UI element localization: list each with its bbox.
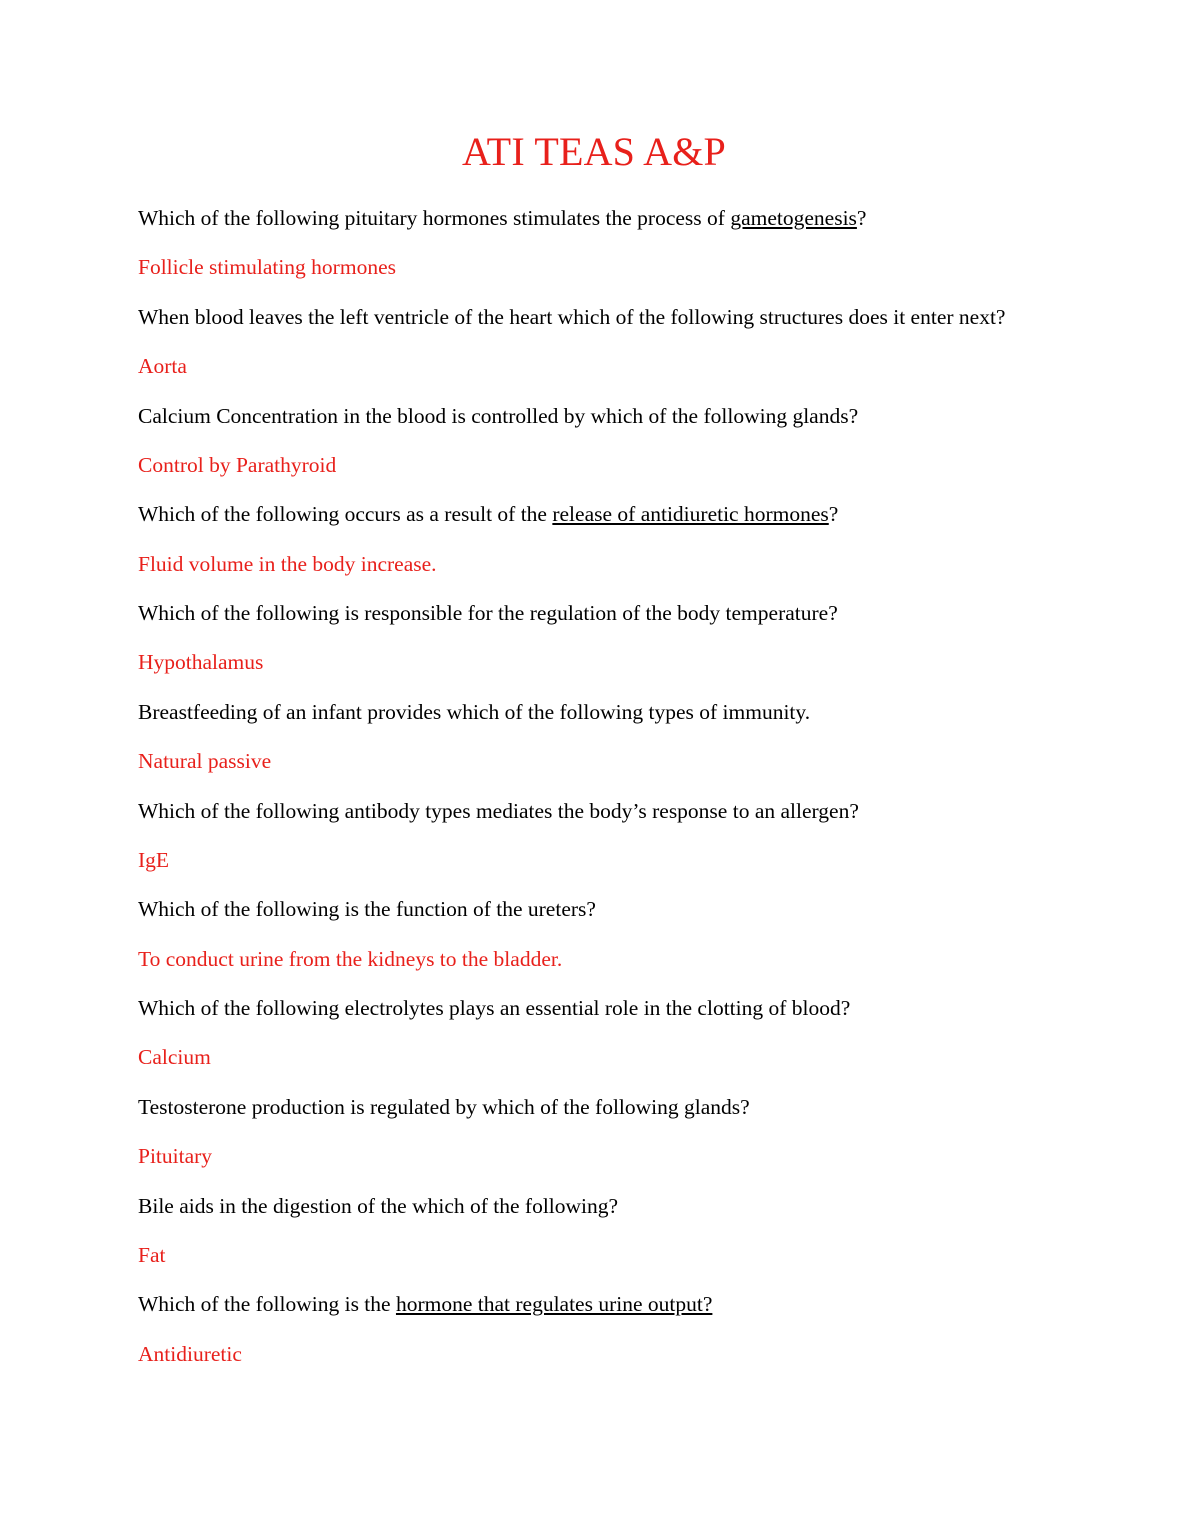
question-text (138, 1290, 1050, 1318)
question-lead: Which of the following is responsible for the regulation of the body temperature? (138, 601, 838, 625)
answer-text: Fluid volume in the body increase. (138, 551, 437, 576)
question-lead: Breastfeeding of an infant provides which of the following types of immunity. (138, 699, 811, 724)
answer-text: Control by Parathyroid (138, 452, 337, 477)
question-text (138, 1192, 1050, 1220)
question-text (138, 994, 1050, 1022)
answer-text: Fat (138, 1242, 166, 1267)
answer-text: Follicle stimulating hormones (138, 255, 396, 280)
question-underlined-term: hormone that regulates urine output? (395, 1292, 713, 1317)
question-text (138, 204, 1050, 232)
question-tail: ? (828, 502, 839, 527)
answer-text: Calcium (138, 1045, 211, 1070)
question-text (138, 402, 1050, 430)
question-lead: When blood leaves the left ventricle of the heart which of the following structures does it enter next? (138, 304, 1006, 329)
answer-text: Natural passive (138, 749, 272, 774)
question-lead: Calcium Concentration in the blood is controlled by which of the following glands? (138, 403, 859, 428)
question-underlined-term: release of antidiuretic hormones (552, 502, 829, 527)
question-text (138, 797, 1050, 825)
question-text (138, 698, 1050, 726)
question-text (138, 895, 1050, 923)
answer-text: Pituitary (138, 1144, 213, 1169)
question-lead: Which of the following is the (138, 1292, 396, 1317)
answer-text: IgE (138, 847, 170, 872)
question-tail: ? (856, 206, 867, 230)
question-text (138, 303, 1050, 331)
question-text (138, 500, 1050, 528)
question-lead: Which of the following antibody types mediates the body’s response to an allergen? (138, 798, 859, 823)
question-text (138, 1093, 1050, 1121)
question-answer-list (138, 204, 1050, 1368)
question-lead: Which of the following occurs as a result of the (138, 502, 553, 527)
question-lead: Which of the following is the function of the ureters? (138, 897, 596, 922)
answer-text: To conduct urine from the kidneys to the bladder. (138, 946, 563, 971)
question-lead: Testosterone production is regulated by which of the following glands? (138, 1094, 750, 1119)
question-underlined-term: gametogenesis (730, 206, 857, 230)
answer-text: Aorta (138, 354, 187, 379)
answer-text: Hypothalamus (138, 650, 264, 675)
question-lead: Bile aids in the digestion of the which of the following? (138, 1193, 619, 1218)
question-lead: Which of the following pituitary hormones stimulates the process of (138, 206, 731, 230)
page-title: ATI TEAS A&P (462, 129, 726, 174)
answer-text: Antidiuretic (138, 1341, 242, 1366)
question-text (138, 599, 1050, 627)
question-lead: Which of the following electrolytes plays an essential role in the clotting of blood? (138, 996, 851, 1020)
